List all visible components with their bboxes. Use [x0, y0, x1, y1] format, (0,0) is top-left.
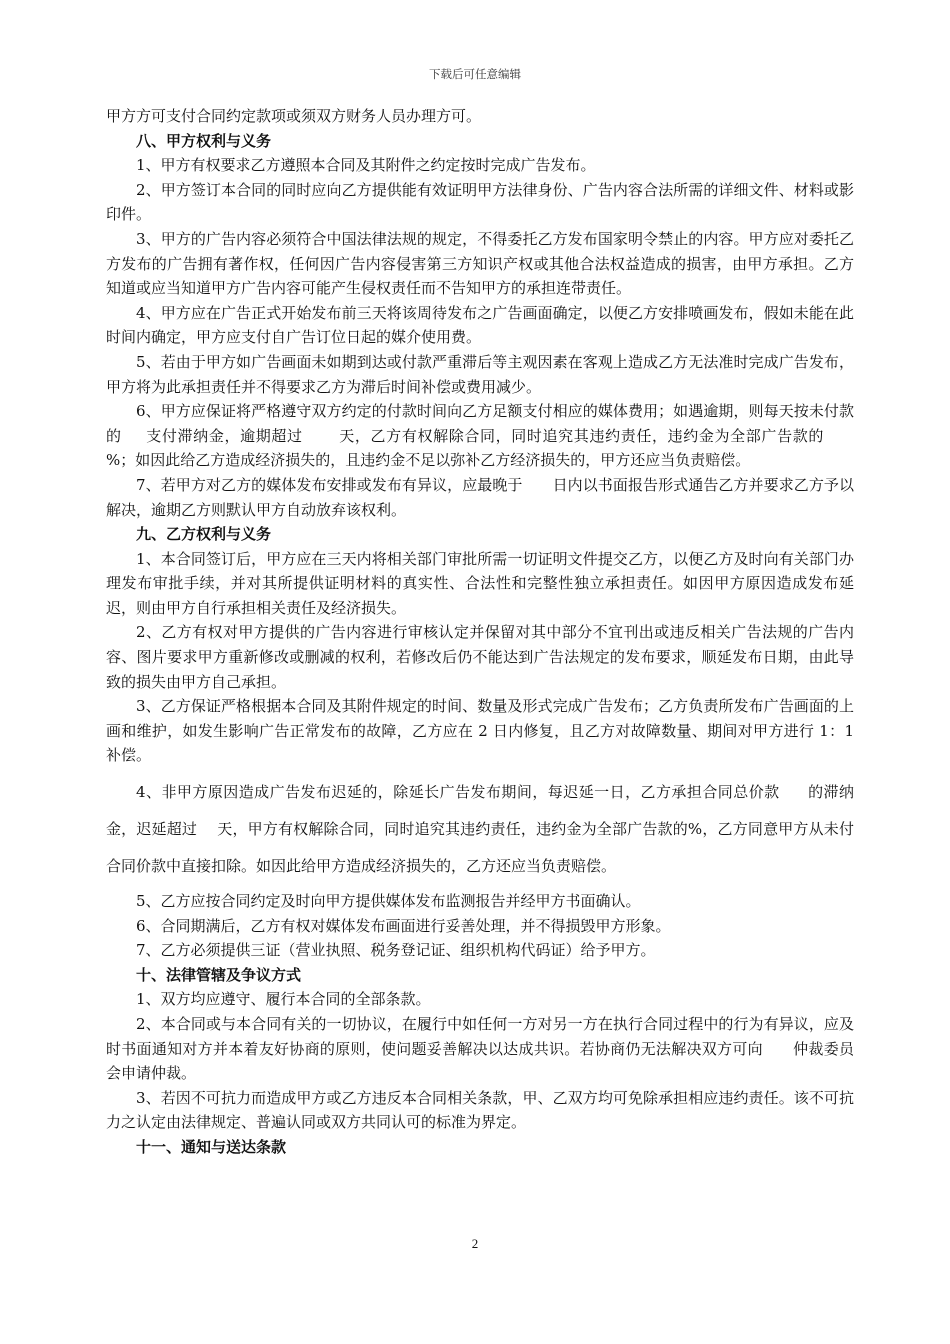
clause-9-5: 5、乙方应按合同约定及时向甲方提供媒体发布监测报告并经甲方书面确认。 [136, 892, 641, 911]
clause-text: 2、本合同或与本合同有关的一切协议，在履行中如任何一方对另一方在执行合同过程中的行为有异议，应及时书面通知对方并本着友好协商的原则，使问题妥善解决以达成共识。若协商仍无法解决双方可向 [106, 1015, 854, 1058]
clause-text: 天，乙方有权解除合同，同时追究其违约责任，违约金为全部广告款的 [338, 426, 824, 445]
clause-text: 7、若甲方对乙方的媒体发布安排或发布有异议，应最晚于 [136, 475, 523, 494]
clause-9-2: 2、乙方有权对甲方提供的广告内容进行审核认定并保留对其中部分不宜刊出或违反相关广告法规的广告内容、图片要求甲方重新修改或删减的权利，若修改后仍不能达到广告法规定的发布要求，顺延发布日期，由此导致的损失由甲方自己承担。 [106, 623, 854, 691]
clause-10-3: 3、若因不可抗力而造成甲方或乙方违反本合同相关条款，甲、乙双方均可免除承担相应违约责任。该不可抗力之认定由法律规定、普遍认同或双方共同认可的标准为界定。 [106, 1088, 854, 1132]
clause-text: 4、非甲方原因造成广告发布迟延的，除延长广告发布期间，每迟延一日，乙方承担合同总价款 [136, 783, 780, 802]
paragraph: 甲方方可支付合同约定款项或须双方财务人员办理方可。 [106, 107, 482, 125]
clause-9-6: 6、合同期满后，乙方有权对媒体发布画面进行妥善处理，并不得损毁甲方形象。 [136, 916, 671, 935]
page-number: 2 [471, 1236, 479, 1251]
document-body [106, 104, 854, 1160]
clause-text: 天，甲方有权解除合同，同时追究其违约责任，违约金为全部广告款的 [217, 820, 688, 839]
clause-text: 的滞纳金，迟延超过 [106, 783, 854, 839]
clause-8-6 [106, 399, 854, 473]
page-header: 下载后可任意编辑 [429, 67, 521, 81]
clause-text: 支付滞纳金，逾期超过 [145, 426, 303, 445]
section-heading-8: 八、甲方权利与义务 [136, 131, 272, 150]
clause-text: 仲裁委员会申请仲裁。 [106, 1039, 854, 1083]
clause-8-2: 2、甲方签订本合同的同时应向乙方提供能有效证明甲方法律身份、广告内容合法所需的详细文件、材料或影印件。 [106, 180, 854, 224]
section-heading-10: 十、法律管辖及争议方式 [136, 965, 302, 984]
clause-text: %；如因此给乙方造成经济损失的，且违约金不足以弥补乙方经济损失的，甲方还应当负责赔偿。 [106, 451, 751, 470]
clause-8-3: 3、甲方的广告内容必须符合中国法律法规的规定，不得委托乙方发布国家明令禁止的内容。甲方应对委托乙方发布的广告拥有著作权，任何因广告内容侵害第三方知识产权或其他合法权益造成的损害，由甲方承担。乙方知道或应当知道甲方广告内容可能产生侵权责任而不告知甲方的承担连带责任。 [106, 229, 854, 298]
clause-8-1: 1、甲方有权要求乙方遵照本合同及其附件之约定按时完成广告发布。 [136, 156, 596, 175]
clause-10-1: 1、双方均应遵守、履行本合同的全部条款。 [136, 990, 431, 1009]
clause-10-2 [106, 1012, 854, 1086]
clause-text: 日内以书面报告形式通告乙方并要求乙方予以解决，逾期乙方则默认甲方自动放弃该权利。 [106, 475, 854, 519]
clause-9-7: 7、乙方必须提供三证（营业执照、税务登记证、组织机构代码证）给予甲方。 [136, 941, 656, 960]
section-heading-11: 十一、通知与送达条款 [136, 1137, 287, 1156]
clause-8-4: 4、甲方应在广告正式开始发布前三天将该周待发布之广告画面确定，以便乙方安排喷画发布，假如未能在此时间内确定，甲方应支付自广告订位日起的媒介使用费。 [106, 303, 854, 347]
clause-8-5: 5、若由于甲方如广告画面未如期到达或付款严重滞后等主观因素在客观上造成乙方无法准时完成广告发布，甲方将为此承担责任并不得要求乙方为滞后时间补偿或费用减少。 [106, 352, 854, 396]
clause-9-1: 1、本合同签订后，甲方应在三天内将相关部门审批所需一切证明文件提交乙方，以便乙方及时向有关部门办理发布审批手续，并对其所提供证明材料的真实性、合法性和完整性独立承担责任。如因甲方原因造成发布延迟，则由甲方自行承担相关责任及经济损失。 [106, 549, 854, 617]
clause-text: 6、甲方应保证将严格遵守双方约定的付款时间向乙方足额支付相应的媒体费用；如遇逾期，则每天按未付款的 [106, 402, 854, 445]
section-heading-9: 九、乙方权利与义务 [136, 525, 272, 544]
clause-9-3: 3、乙方保证严格根据本合同及其附件规定的时间、数量及形式完成广告发布；乙方负责所发布广告画面的上画和维护，如发生影响广告正常发布的故障，乙方应在 2 日内修复，且乙方对故障数量、期间对甲方进行 1：1 补偿。 [106, 697, 854, 765]
clause-9-4 [106, 774, 854, 885]
clause-text: %，乙方同意甲方从未付合同价款中直接扣除。如因此给甲方造成经济损失的，乙方还应当负责赔偿。 [106, 820, 854, 876]
clause-8-7 [106, 473, 854, 522]
